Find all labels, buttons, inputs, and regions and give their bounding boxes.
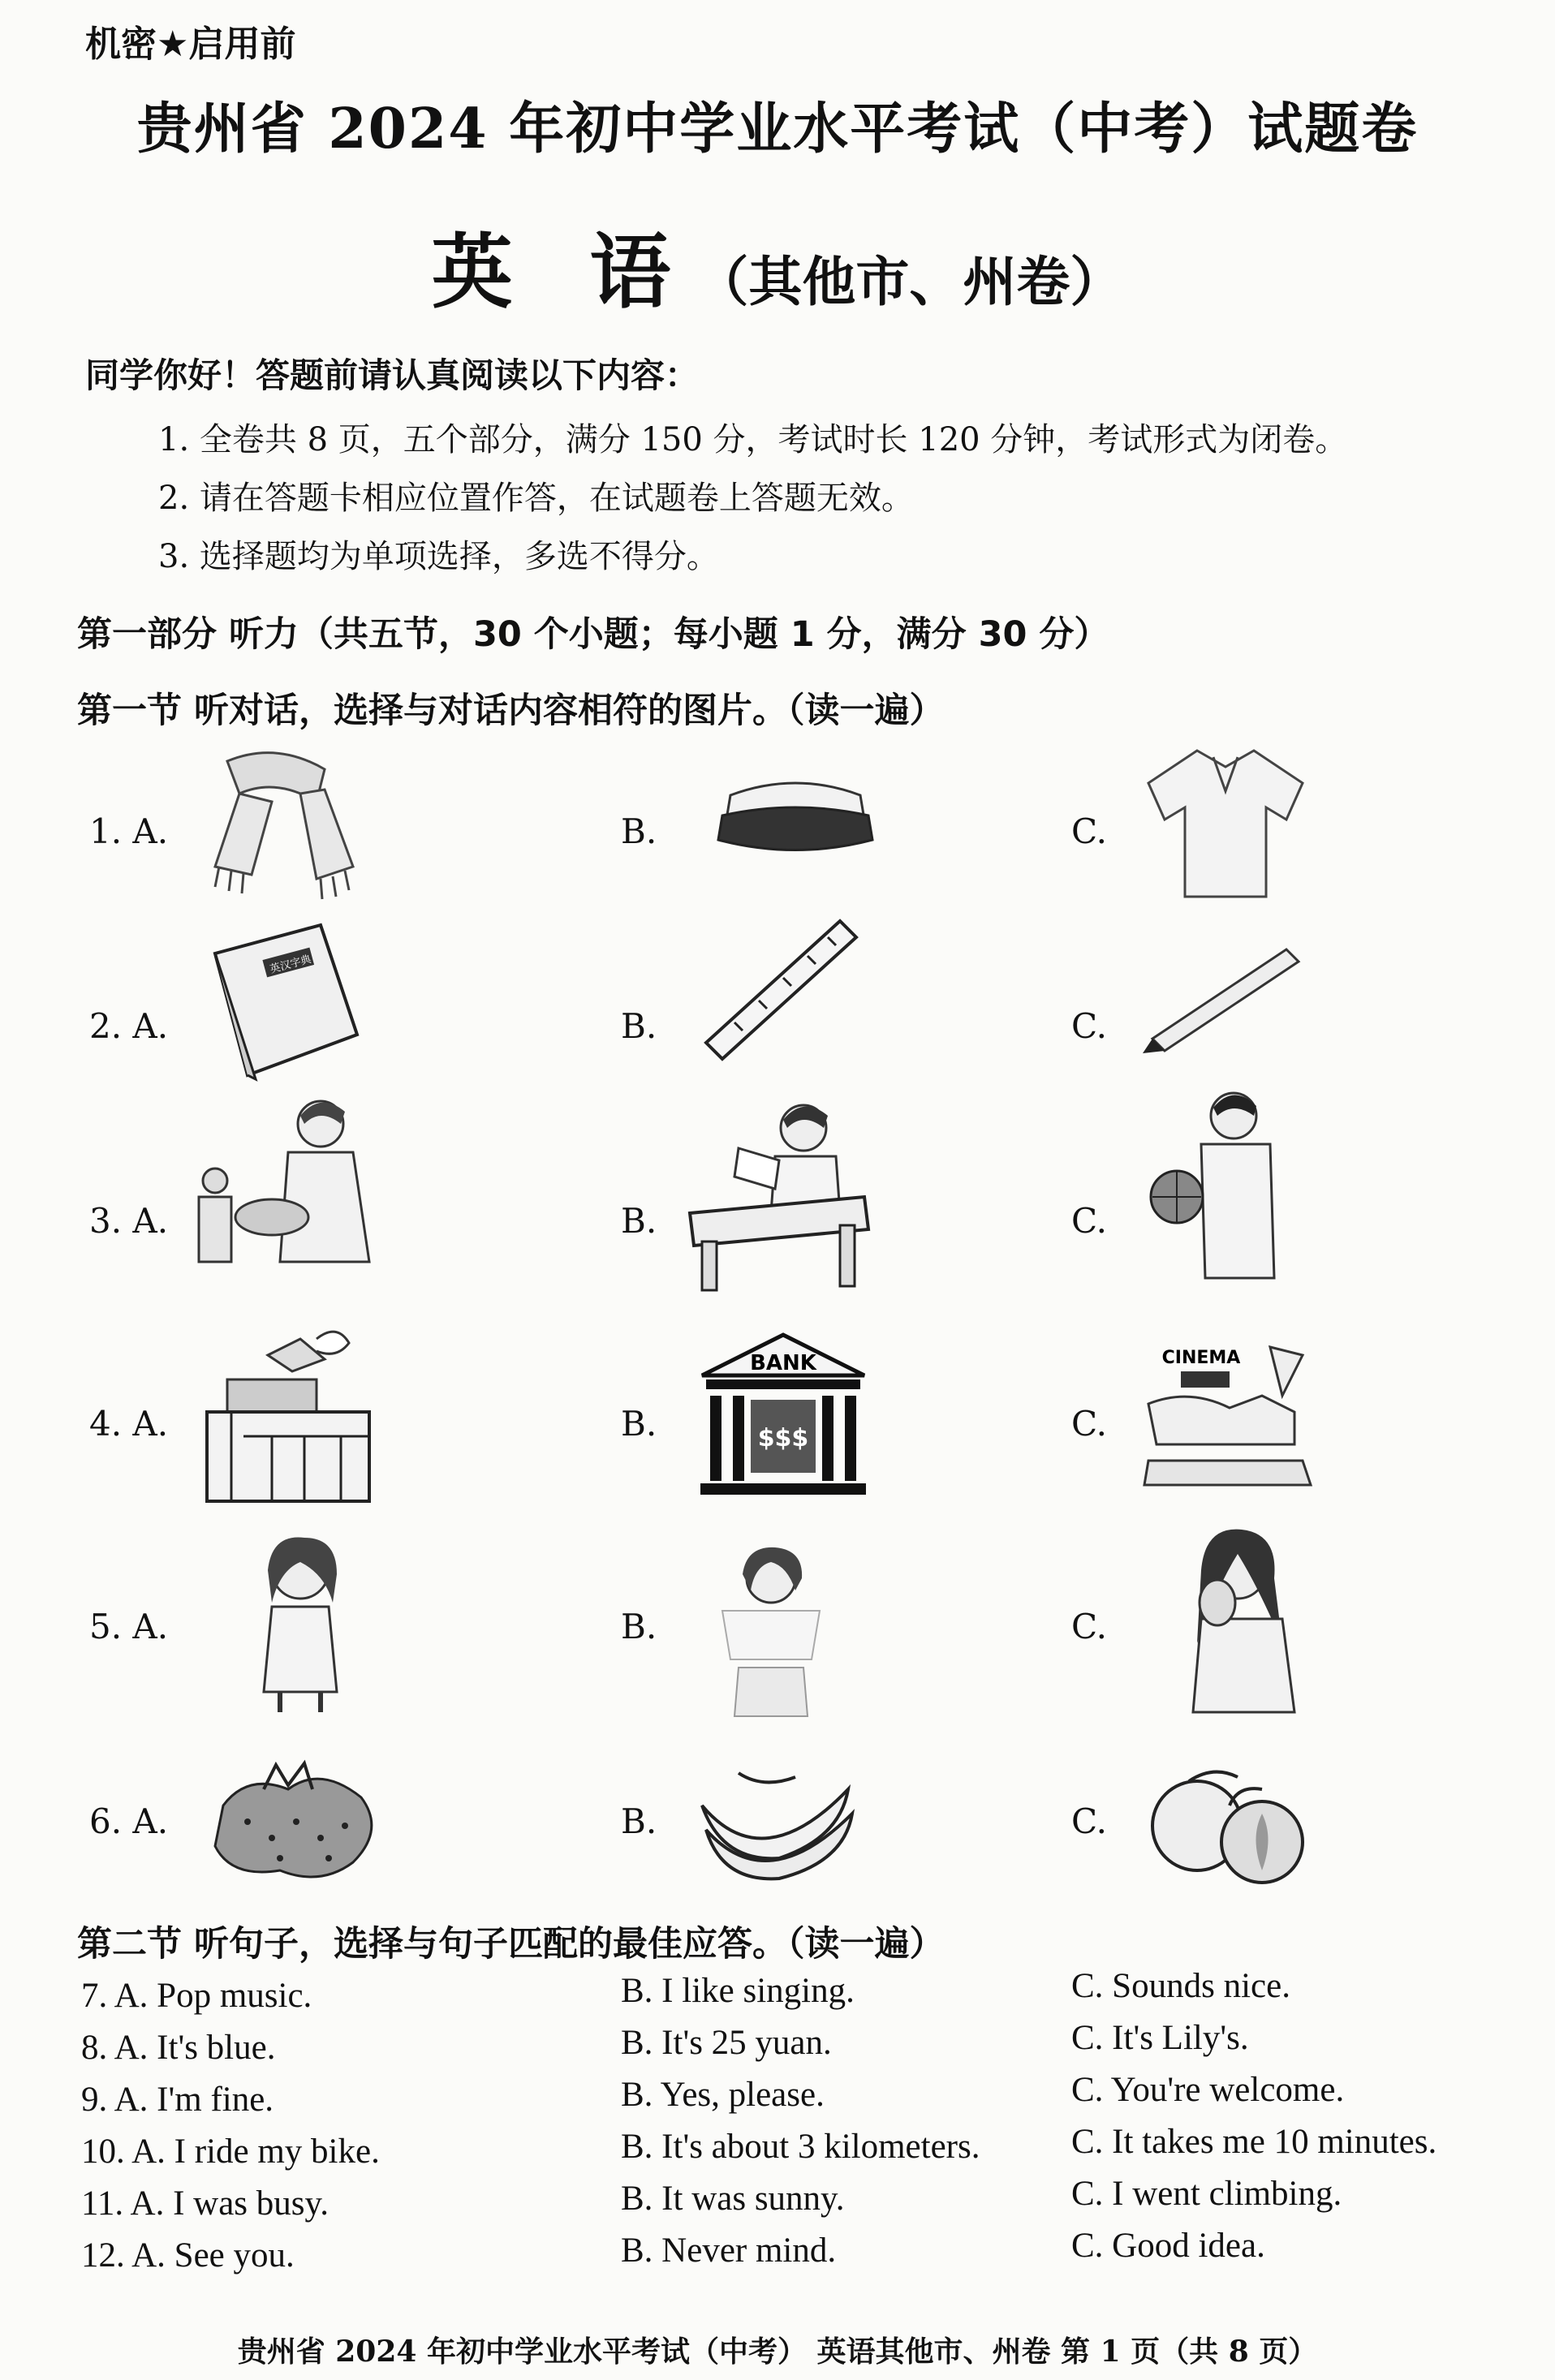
question-option-label: C. <box>1071 1607 1107 1646</box>
confidential-label: 机密★启用前 <box>85 24 296 65</box>
answer-option-b: B. Yes, please. <box>621 2076 825 2114</box>
answer-option-c: C. I went climbing. <box>1071 2175 1342 2213</box>
answer-option-a: 7. A. Pop music. <box>81 1977 312 2015</box>
question-option-label: 5. A. <box>89 1607 169 1646</box>
subject-note: （其他市、州卷） <box>695 250 1124 313</box>
question-option-label: 2. A. <box>89 1006 169 1046</box>
cinema-picture <box>1140 1339 1319 1493</box>
reading-at-desk-picture <box>682 1091 877 1294</box>
strawberries-picture <box>199 1757 394 1887</box>
question-option-label: B. <box>621 811 657 851</box>
washing-dishes-picture <box>191 1091 377 1278</box>
question-option-label: 6. A. <box>89 1801 169 1841</box>
section1-heading: 第一节 听对话，选择与对话内容相符的图片。（读一遍） <box>77 691 945 731</box>
part1-heading: 第一部分 听力（共五节，30 个小题；每小题 1 分，满分 30 分） <box>77 614 1109 655</box>
question-option-label: 3. A. <box>89 1201 169 1241</box>
question-option-label: C. <box>1071 1801 1107 1841</box>
page-footer: 贵州省 2024 年初中学业水平考试（中考） 英语其他市、州卷 第 1 页（共 8 页） <box>237 2335 1318 2369</box>
ruler-picture <box>698 913 860 1067</box>
question-option-label: C. <box>1071 1201 1107 1241</box>
answer-option-c: C. It takes me 10 minutes. <box>1071 2123 1437 2161</box>
instruction-item: 3. 选择题均为单项选择，多选不得分。 <box>158 538 719 575</box>
sad-girl-picture <box>235 1530 365 1716</box>
question-option-label: C. <box>1071 811 1107 851</box>
pencil-picture <box>1136 941 1307 1055</box>
scarf-picture <box>195 745 357 899</box>
question-option-label: C. <box>1071 1006 1107 1046</box>
girl-picture <box>706 1538 836 1720</box>
question-option-label: B. <box>621 1201 657 1241</box>
t-shirt-picture <box>1144 742 1307 905</box>
question-option-label: C. <box>1071 1404 1107 1444</box>
exam-subject <box>0 207 1555 324</box>
answer-option-b: B. It's 25 yuan. <box>621 2024 832 2062</box>
shop-picture <box>195 1323 390 1505</box>
answer-option-c: C. Sounds nice. <box>1071 1967 1290 2005</box>
answer-option-b: B. It's about 3 kilometers. <box>621 2128 980 2166</box>
answer-option-b: B. Never mind. <box>621 2232 837 2270</box>
cinema-sign: CINEMA <box>1161 1348 1241 1368</box>
answer-option-b: B. It was sunny. <box>621 2180 845 2218</box>
answer-option-c: C. You're welcome. <box>1071 2071 1345 2109</box>
question-option-label: B. <box>621 1801 657 1841</box>
answer-option-c: C. It's Lily's. <box>1071 2019 1249 2057</box>
subject-name: 英 语 <box>431 224 696 320</box>
answer-option-c: C. Good idea. <box>1071 2227 1265 2265</box>
answer-option-a: 11. A. I was busy. <box>81 2184 329 2223</box>
question-option-label: B. <box>621 1607 657 1646</box>
instruction-item: 2. 请在答题卡相应位置作答，在试题卷上答题无效。 <box>158 480 914 517</box>
section2-heading: 第二节 听句子，选择与句子匹配的最佳应答。（读一遍） <box>77 1924 945 1965</box>
instructions-greeting: 同学你好！答题前请认真阅读以下内容： <box>85 355 700 395</box>
book-label: 英汉字典 <box>269 953 313 976</box>
bank-picture <box>694 1331 872 1497</box>
instruction-item: 1. 全卷共 8 页，五个部分，满分 150 分，考试时长 120 分钟，考试形式为闭卷。 <box>158 421 1348 458</box>
bank-symbol: $$$ <box>757 1424 809 1453</box>
exam-title: 贵州省 2024 年初中学业水平考试（中考）试题卷 <box>136 97 1419 161</box>
question-option-label: B. <box>621 1404 657 1444</box>
answer-option-a: 12. A. See you. <box>81 2236 295 2275</box>
hat-picture <box>714 771 877 860</box>
girl-coughing-picture <box>1161 1521 1307 1716</box>
answer-option-b: B. I like singing. <box>621 1972 855 2010</box>
answer-option-a: 10. A. I ride my bike. <box>81 2133 380 2171</box>
dictionary-picture <box>199 921 361 1083</box>
answer-option-a: 9. A. I'm fine. <box>81 2081 274 2119</box>
question-option-label: B. <box>621 1006 657 1046</box>
bank-sign: BANK <box>750 1351 816 1375</box>
apples-picture <box>1140 1749 1319 1895</box>
bananas-picture <box>690 1757 860 1891</box>
question-option-label: 1. A. <box>89 811 169 851</box>
question-option-label: 4. A. <box>89 1404 169 1444</box>
basketball-boy-picture <box>1136 1083 1307 1286</box>
answer-option-a: 8. A. It's blue. <box>81 2029 276 2067</box>
